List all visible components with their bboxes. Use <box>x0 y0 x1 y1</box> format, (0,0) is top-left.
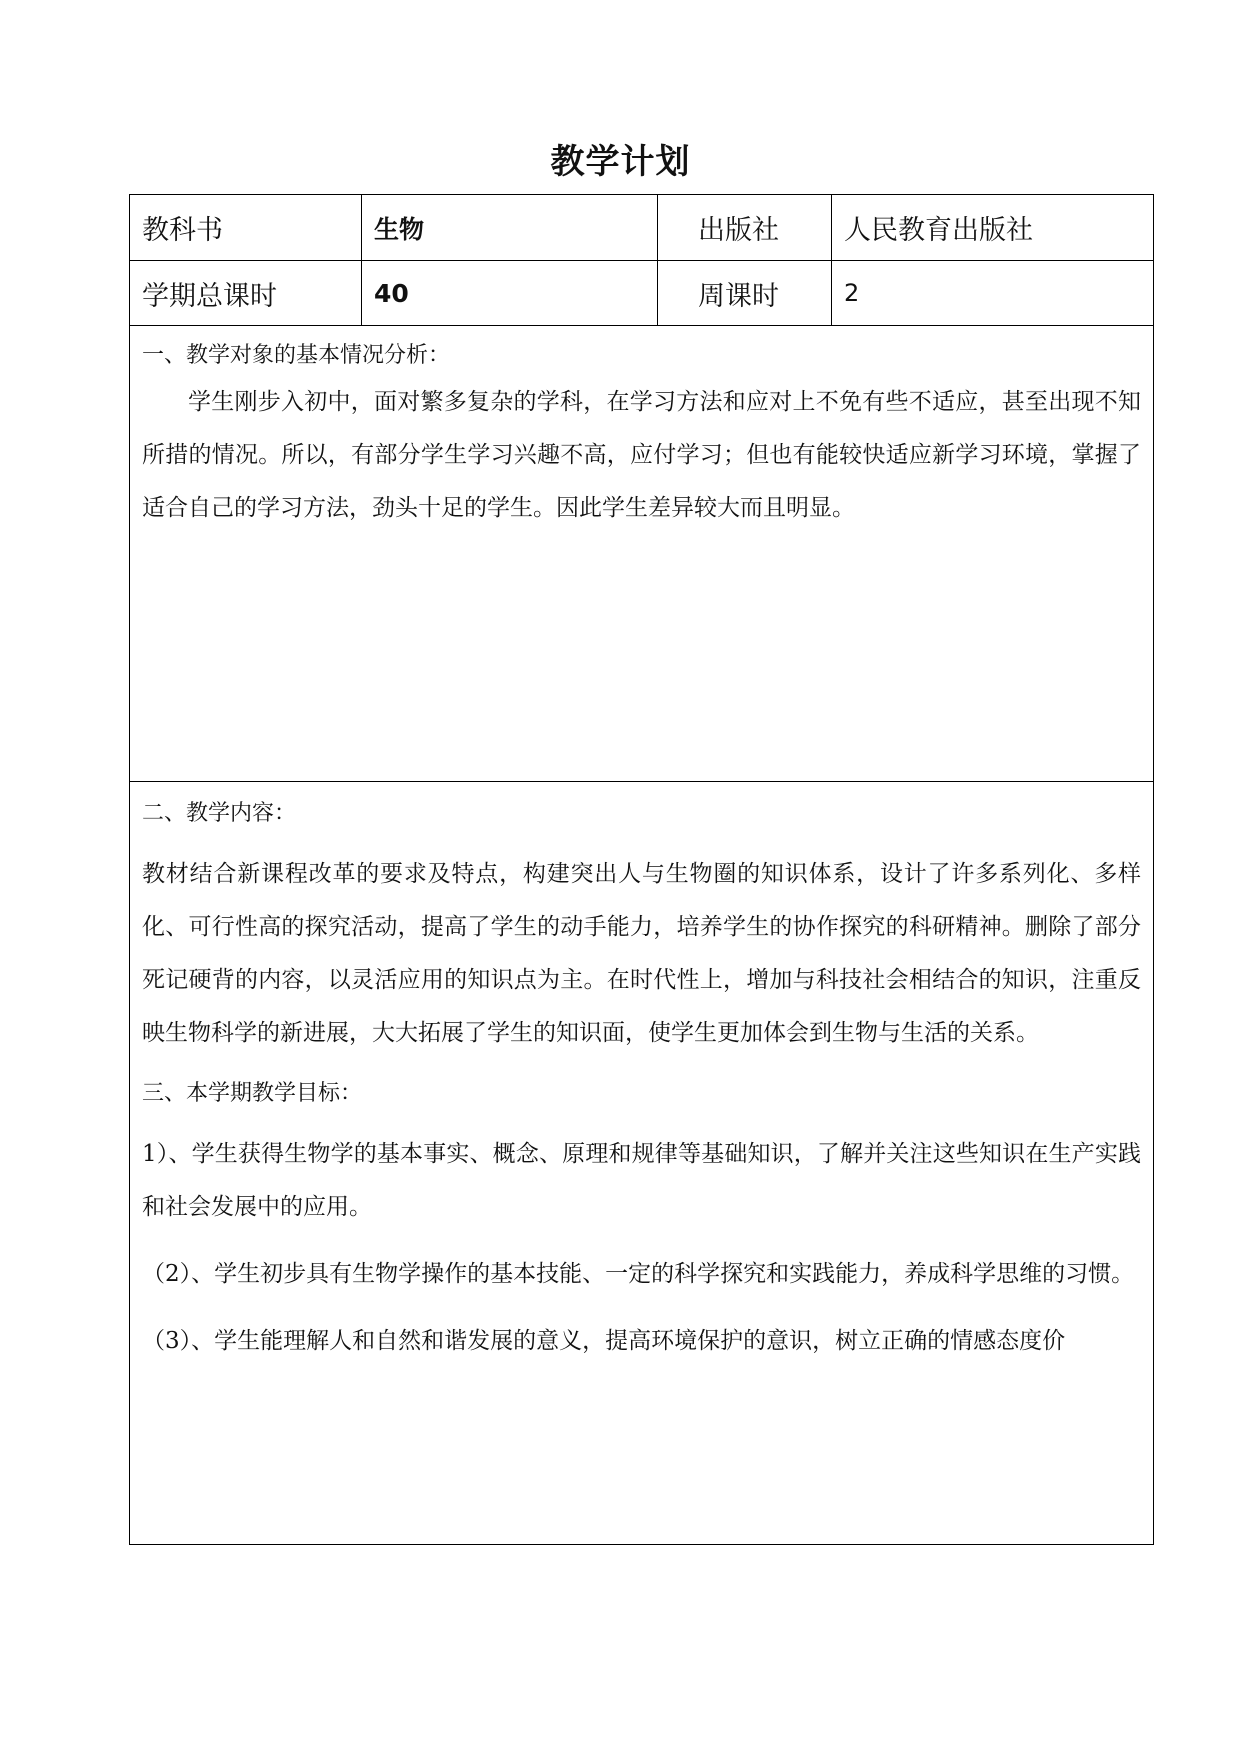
page-title: 教学计划 <box>550 142 691 182</box>
teaching-goal-item: （3）、学生能理解人和自然和谐发展的意义，提高环境保护的意识，树立正确的情感态度价 <box>142 1328 1066 1354</box>
total-hours-value: 40 <box>362 261 658 325</box>
content-goals-section <box>130 782 1153 1545</box>
total-hours-label: 学期总课时 <box>130 261 362 325</box>
info-row-hours <box>130 261 1153 326</box>
publisher-label: 出版社 <box>658 195 832 260</box>
plan-table <box>129 194 1154 1545</box>
publisher-value: 人民教育出版社 <box>844 215 1033 246</box>
teaching-goal-item: （2）、学生初步具有生物学操作的基本技能、一定的科学探究和实践能力，养成科学思维的习惯。 <box>142 1261 1135 1287</box>
teaching-content-heading: 二、教学内容： <box>142 801 297 826</box>
weekly-hours-value: 2 <box>844 279 860 307</box>
textbook-label: 教科书 <box>130 195 362 260</box>
student-analysis-heading: 一、教学对象的基本情况分析： <box>142 343 451 368</box>
textbook-value: 生物 <box>362 195 658 260</box>
teaching-goal-item: 1）、学生获得生物学的基本事实、概念、原理和规律等基础知识，了解并关注这些知识在生产实践和社会发展中的应用。 <box>142 1141 1141 1220</box>
info-row-textbook <box>130 195 1153 261</box>
student-analysis-section <box>130 326 1153 782</box>
weekly-hours-label: 周课时 <box>658 261 832 325</box>
teaching-goals-heading: 三、本学期教学目标： <box>142 1081 363 1106</box>
teaching-content-text: 教材结合新课程改革的要求及特点，构建突出人与生物圈的知识体系，设计了许多系列化、多样化、可行性高的探究活动，提高了学生的动手能力，培养学生的协作探究的科研精神。删除了部分死记硬背的内容，以灵活应用的知识点为主。在时代性上，增加与科技社会相结合的知识，注重反映生物科学的新进展，大大拓展了学生的知识面，使学生更加体会到生物与生活的关系。 <box>142 861 1141 1046</box>
student-analysis-text: 学生刚步入初中，面对繁多复杂的学科，在学习方法和应对上不免有些不适应，甚至出现不知所措的情况。所以，有部分学生学习兴趣不高，应付学习；但也有能较快适应新学习环境，掌握了适合自己的学习方法，劲头十足的学生。因此学生差异较大而且明显。 <box>142 389 1141 521</box>
